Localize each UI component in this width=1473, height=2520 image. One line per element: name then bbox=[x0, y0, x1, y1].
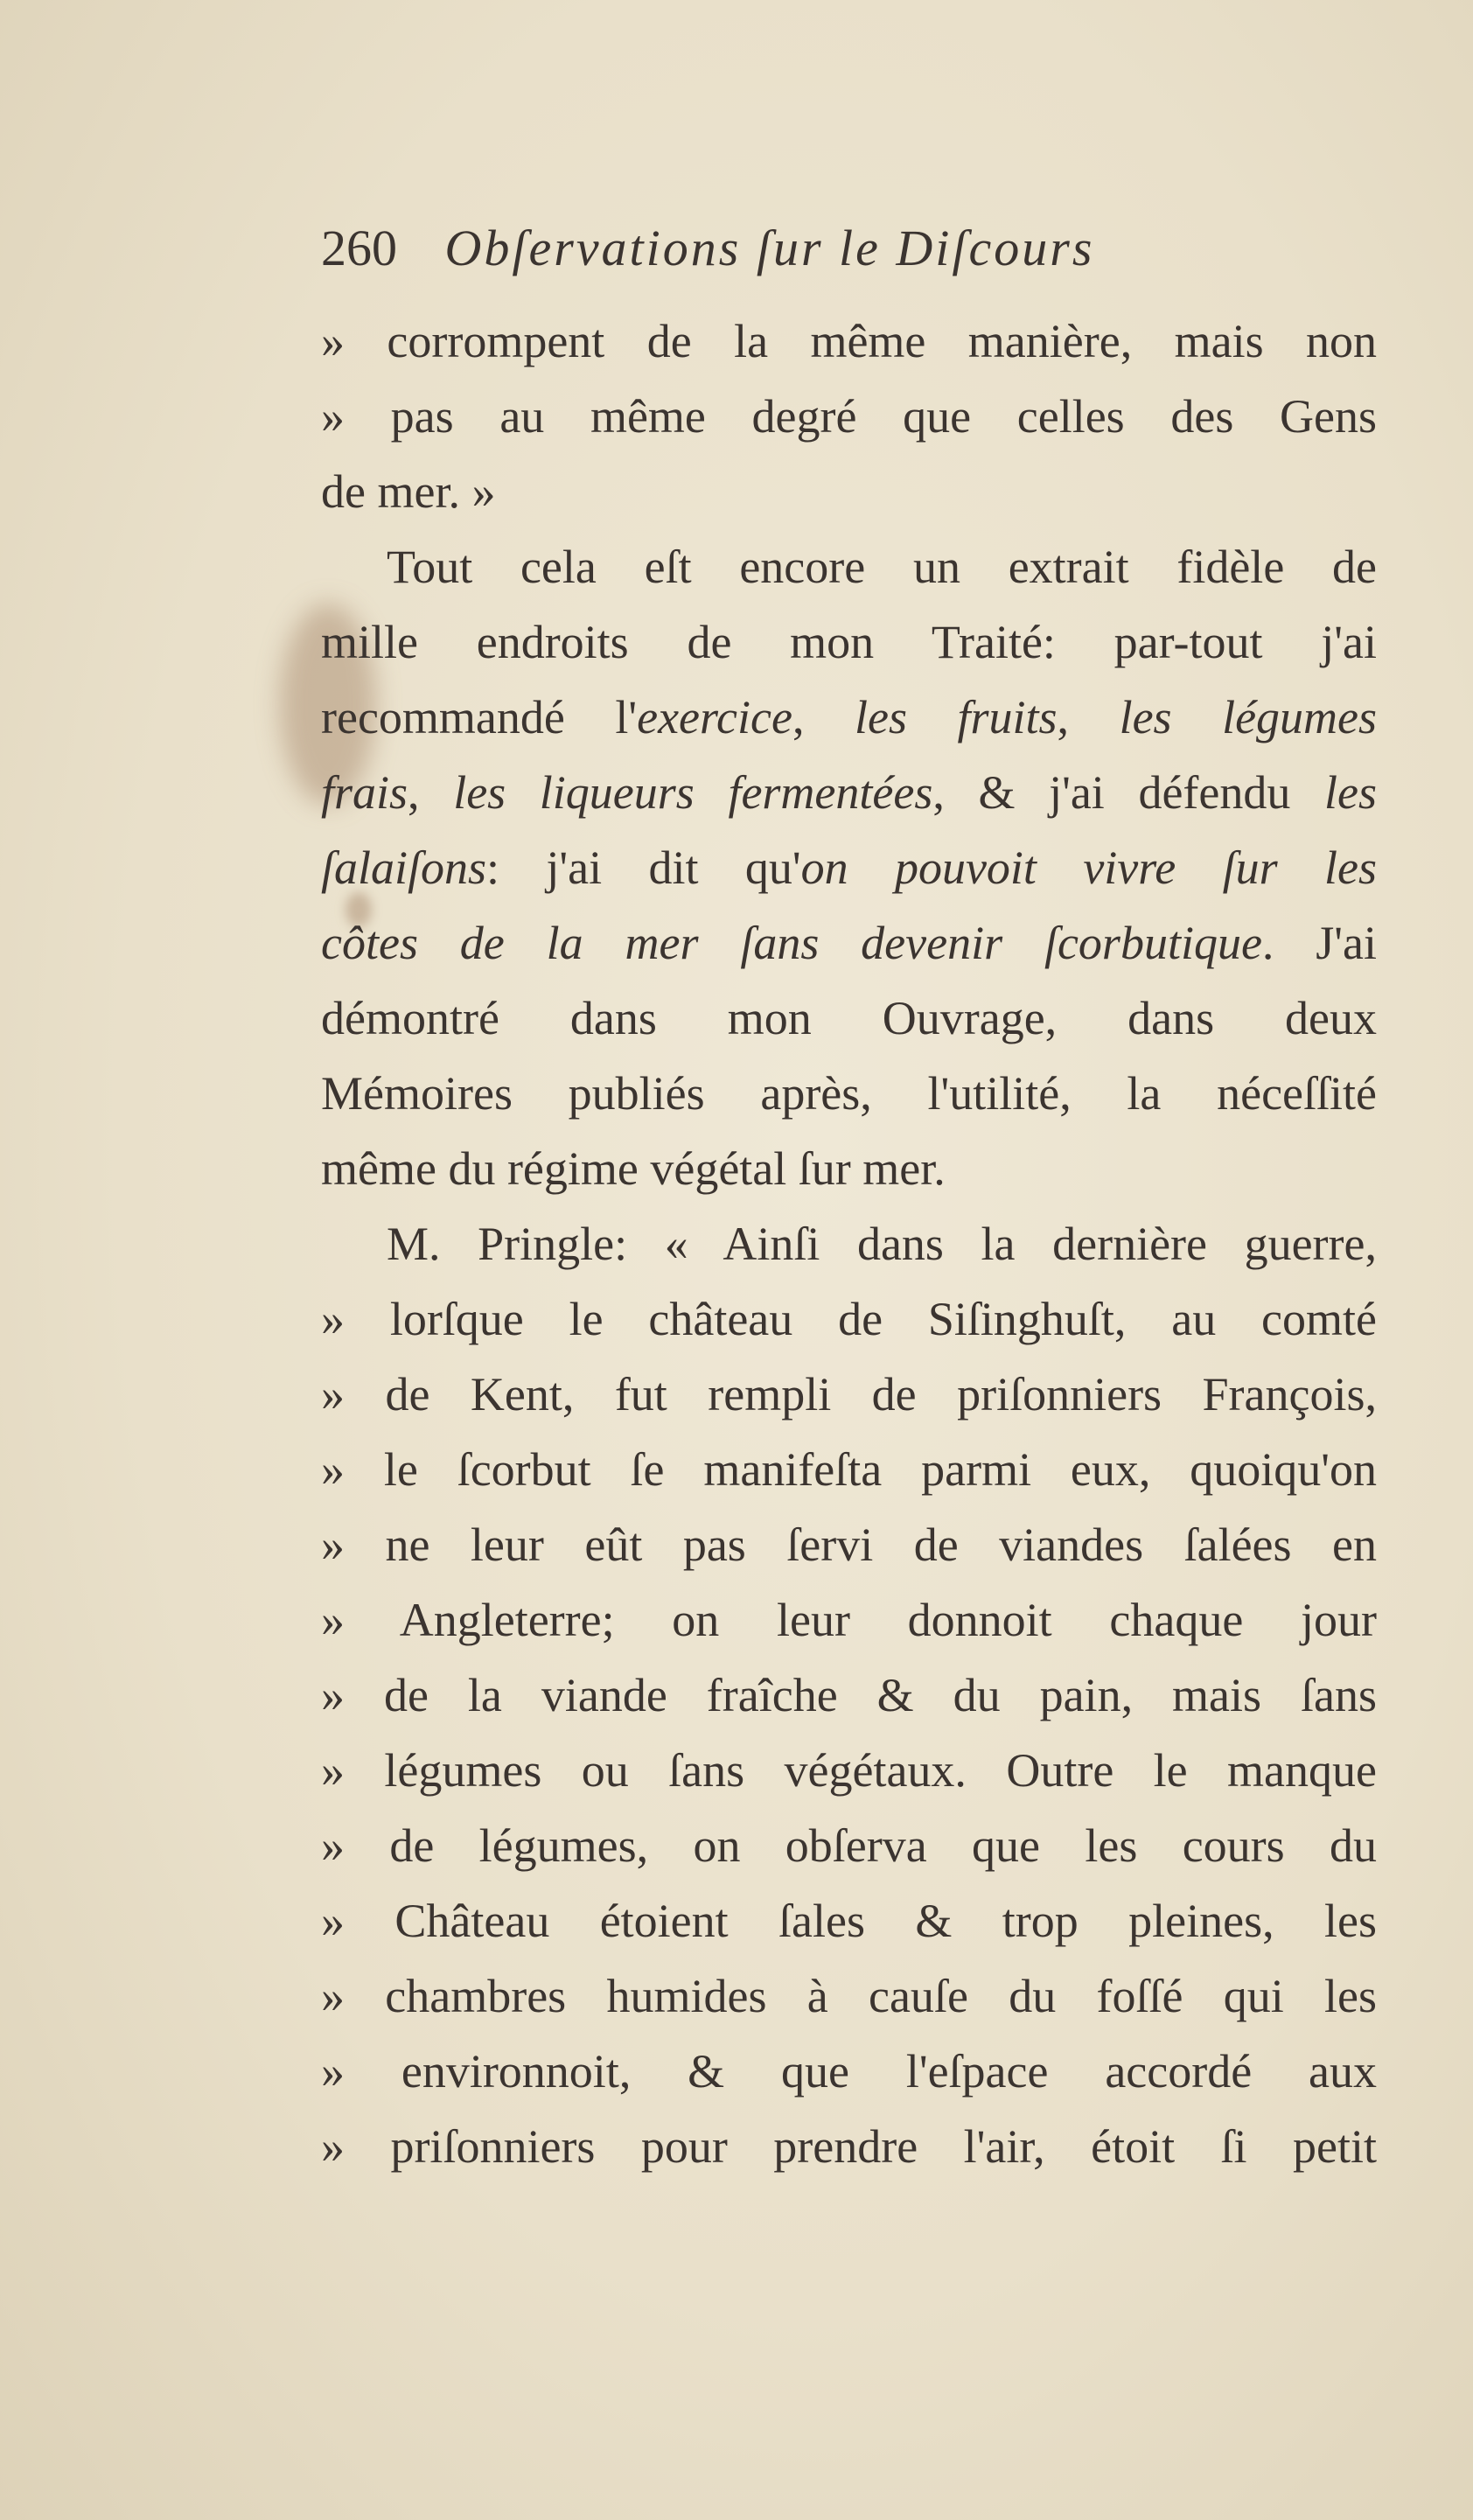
italic-text: les légumes bbox=[1119, 691, 1378, 743]
text-line bbox=[321, 1441, 1377, 1497]
page-number: 260 bbox=[321, 220, 397, 276]
text-run: » de Kent, fut rempli de priſonniers François, bbox=[321, 1368, 1377, 1421]
italic-text: exercice bbox=[637, 691, 792, 743]
text-run: » légumes ou ſans végétaux. Outre le manque bbox=[321, 1744, 1377, 1797]
text-run: » environnoit, & que l'eſpace accordé aux bbox=[321, 2045, 1377, 2098]
text-line bbox=[321, 1818, 1377, 1874]
running-header bbox=[321, 219, 1283, 277]
text-run: » corrompent de la même manière, mais non bbox=[321, 315, 1377, 367]
text-run: , & j'ai défendu bbox=[932, 766, 1324, 819]
text-run: » Angleterre; on leur donnoit chaque jour bbox=[321, 1594, 1377, 1646]
text-run: » lorſque le château de Siſinghuſt, au comté bbox=[321, 1293, 1377, 1345]
text-line bbox=[321, 915, 1377, 971]
italic-text: les liqueurs fermentées bbox=[453, 766, 933, 819]
text-run: , bbox=[408, 766, 454, 819]
text-run: même du régime végétal ſur mer. bbox=[321, 1142, 946, 1195]
text-line bbox=[321, 1592, 1377, 1648]
text-run: » priſonniers pour prendre l'air, étoit ſi petit bbox=[321, 2120, 1377, 2173]
text-run: Mémoires publiés après, l'utilité, la néceſſité bbox=[321, 1067, 1377, 1120]
running-title: Obſervations ſur le Diſcours bbox=[444, 220, 1095, 276]
italic-text: côtes de la mer ſans devenir ſcorbutique bbox=[321, 917, 1262, 969]
text-line bbox=[321, 840, 1377, 896]
text-run: » Château étoient ſales & trop pleines, les bbox=[321, 1895, 1377, 1947]
text-run: , bbox=[792, 691, 855, 743]
text-line bbox=[321, 1141, 1377, 1197]
text-line bbox=[321, 1291, 1377, 1347]
text-line bbox=[321, 1517, 1377, 1573]
text-line bbox=[321, 1216, 1377, 1272]
italic-text: frais bbox=[321, 766, 408, 819]
text-line bbox=[321, 2119, 1377, 2174]
text-line bbox=[321, 1893, 1377, 1949]
text-line bbox=[321, 764, 1377, 820]
text-line bbox=[321, 689, 1377, 745]
italic-text: les bbox=[1324, 766, 1377, 819]
text-line bbox=[321, 614, 1377, 670]
text-run: » de la viande fraîche & du pain, mais ſans bbox=[321, 1669, 1377, 1721]
text-run: démontré dans mon Ouvrage, dans deux bbox=[321, 992, 1377, 1044]
text-run: recommandé l' bbox=[321, 691, 638, 743]
text-run: . J'ai bbox=[1261, 917, 1377, 969]
text-run: » pas au même degré que celles des Gens bbox=[321, 390, 1377, 443]
text-run: » le ſcorbut ſe manifeſta parmi eux, quoiqu'on bbox=[321, 1443, 1377, 1496]
text-run: : j'ai dit qu' bbox=[486, 841, 801, 894]
text-run: » chambres humides à cauſe du foſſé qui les bbox=[321, 1970, 1377, 2022]
text-run: , bbox=[1057, 691, 1120, 743]
text-run: de mer. » bbox=[321, 465, 496, 518]
text-line bbox=[321, 464, 1377, 520]
italic-text: on pouvoit vivre ſur les bbox=[800, 841, 1377, 894]
text-run: M. Pringle: « Ainſi dans la dernière guerre, bbox=[387, 1218, 1377, 1270]
text-line bbox=[321, 388, 1377, 444]
italic-text: ſalaiſons bbox=[321, 841, 487, 894]
text-run: Tout cela eſt encore un extrait fidèle de bbox=[387, 541, 1377, 593]
text-line bbox=[321, 1742, 1377, 1798]
text-line bbox=[321, 1968, 1377, 2024]
text-run: » ne leur eût pas ſervi de viandes ſalées en bbox=[321, 1518, 1377, 1571]
text-line bbox=[321, 539, 1377, 595]
text-line bbox=[321, 313, 1377, 369]
text-run: » de légumes, on obſerva que les cours du bbox=[321, 1819, 1377, 1872]
text-line bbox=[321, 1667, 1377, 1723]
text-line bbox=[321, 1366, 1377, 1422]
italic-text: les fruits bbox=[854, 691, 1058, 743]
text-line bbox=[321, 2043, 1377, 2099]
text-run: mille endroits de mon Traité: par-tout j'ai bbox=[321, 616, 1377, 668]
text-line bbox=[321, 990, 1377, 1046]
text-line bbox=[321, 1065, 1377, 1121]
